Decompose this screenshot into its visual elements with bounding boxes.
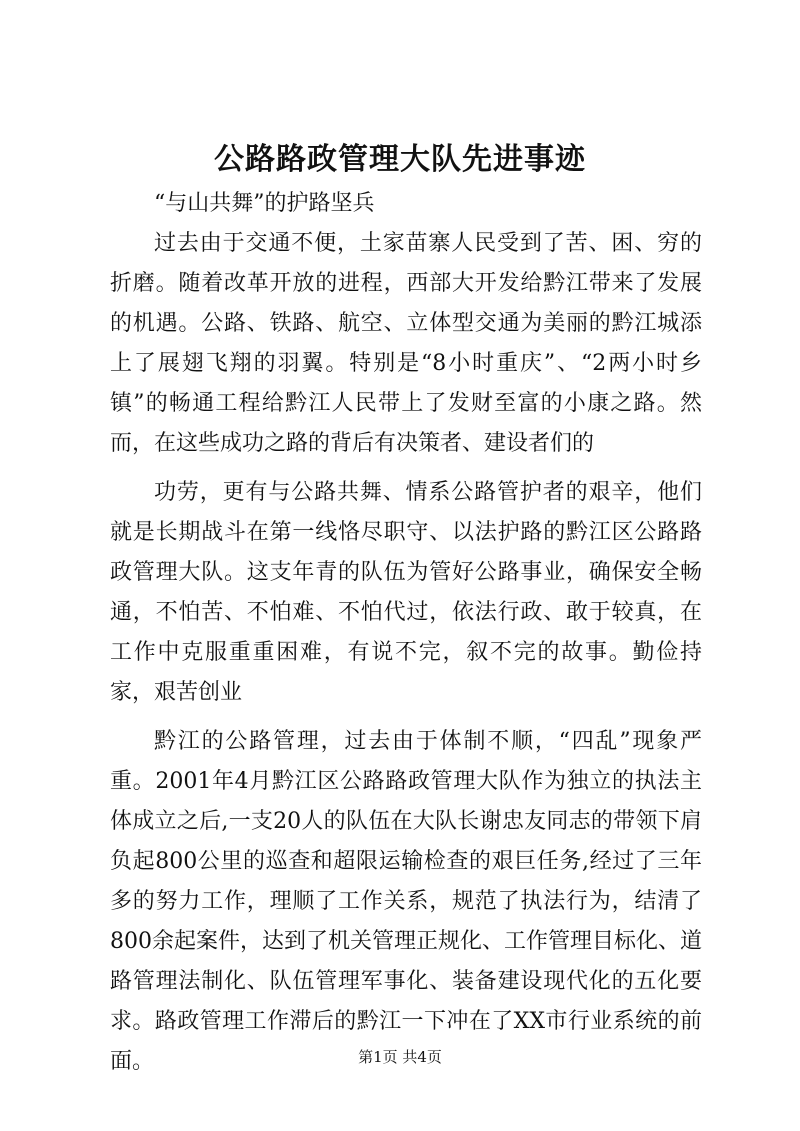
paragraph: 黔江的公路管理，过去由于体制不顺，“四乱”现象严重。2001年4月黔江区公路路政管理大队作为独立的执法主体成立之后,一支20人的队伍在大队长谢忠友同志的带领下肩负起800公里的巡查和超限运输检查的艰巨任务,经过了三年多的努力工作，理顺了工作关系，规范了执法行为，结清了800余起案件，达到了机关管理正规化、工作管理目标化、道路管理法制化、队伍管理军事化、装备建设现代化的五化要求。路政管理工作滞后的黔江一下冲在了XX市行业系统的前面。 bbox=[110, 729, 702, 1074]
paragraph: 功劳，更有与公路共舞、情系公路管护者的艰辛，他们就是长期战斗在第一线恪尽职守、以法护路的黔江区公路路政管理大队。这支年青的队伍为管好公路事业，确保安全畅通，不怕苦、不怕难、不怕代过，依法行政、敢于较真，在工作中克服重重困难，有说不完，叙不完的故事。勤俭持家，艰苦创业 bbox=[110, 480, 702, 705]
document-body bbox=[110, 184, 702, 1091]
page-footer: 第1页 共4页 bbox=[358, 1048, 442, 1066]
document-title: 公路路政管理大队先进事迹 bbox=[214, 142, 586, 177]
document-subtitle: “与山共舞”的护路坚兵 bbox=[154, 191, 375, 216]
paragraph: 过去由于交通不便，土家苗寨人民受到了苦、困、穷的折磨。随着改革开放的进程，西部大开发给黔江带来了发展的机遇。公路、铁路、航空、立体型交通为美丽的黔江城添上了展翅飞翔的羽翼。特别是“8小时重庆”、“2两小时乡镇”的畅通工程给黔江人民带上了发财至富的小康之路。然而，在这些成功之路的背后有决策者、建设者们的 bbox=[110, 231, 702, 456]
